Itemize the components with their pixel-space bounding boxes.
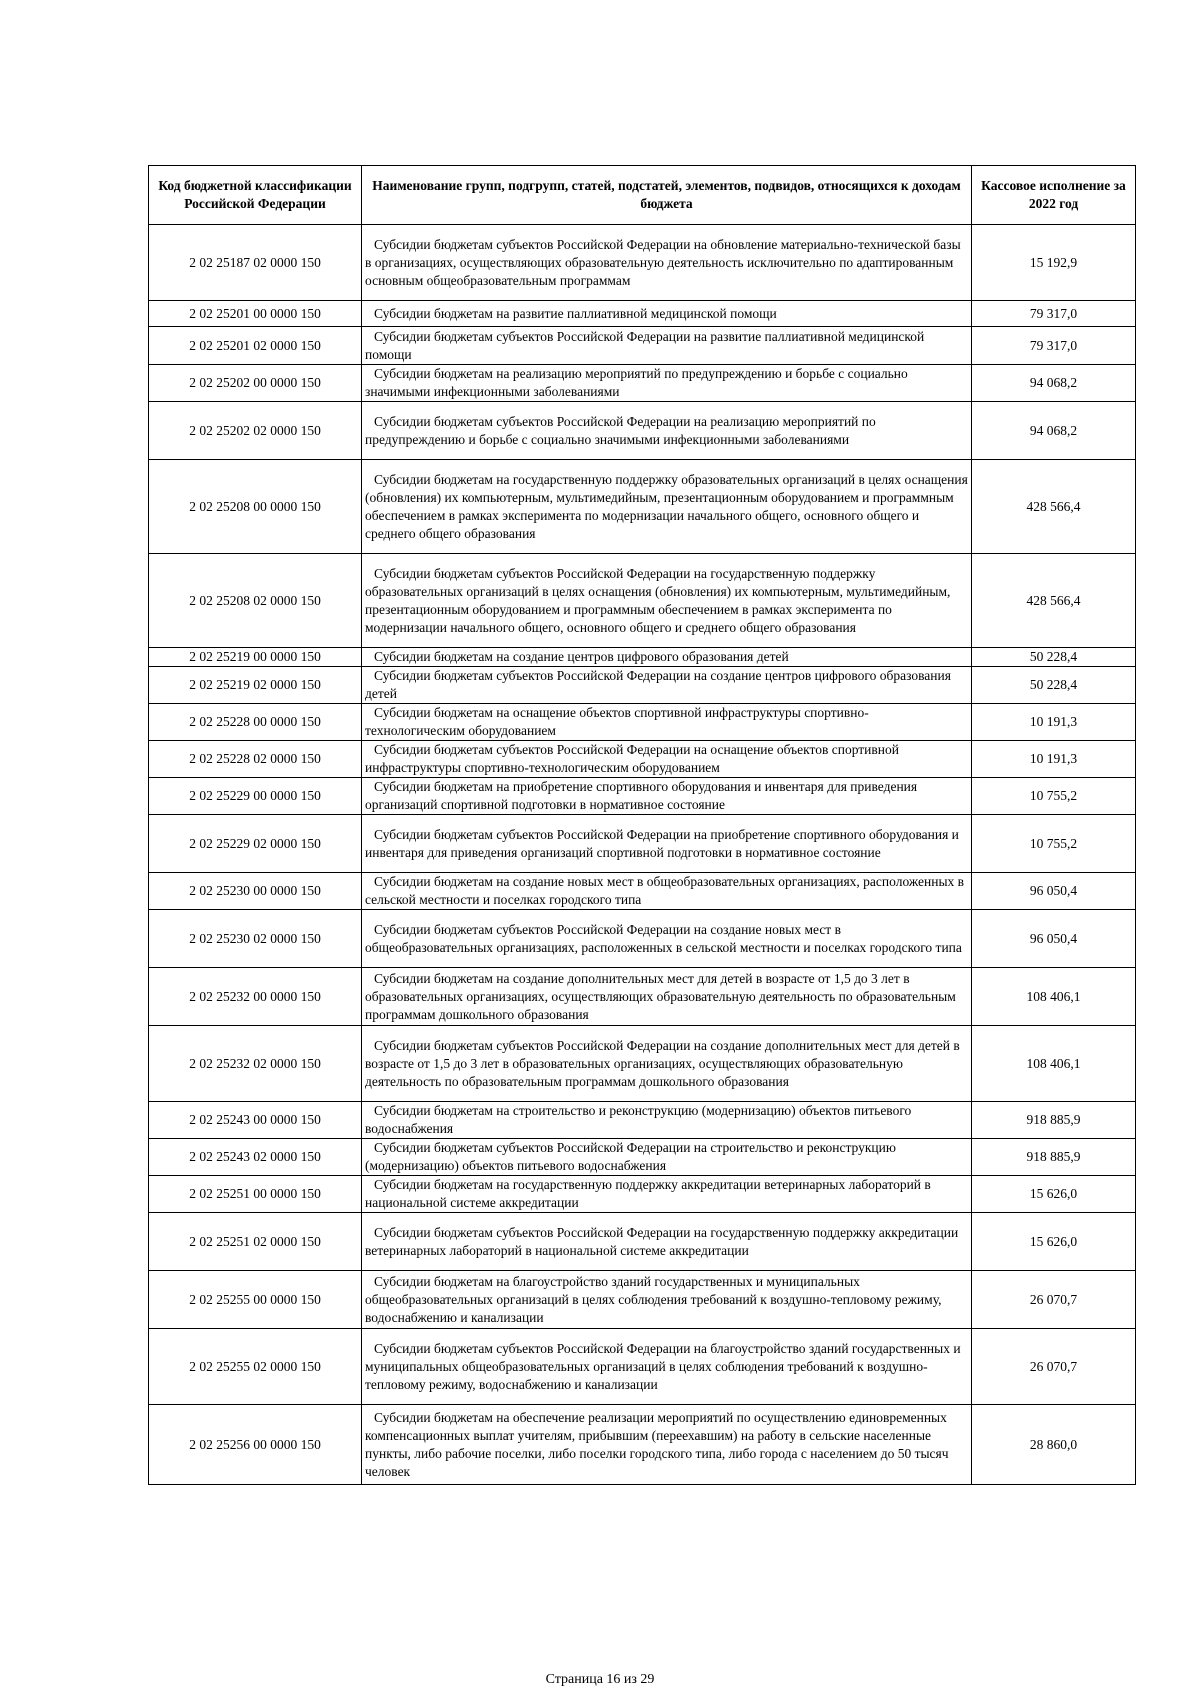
row-name: Субсидии бюджетам субъектов Российской Федерации на оснащение объектов спортивной инфраструктуры спортивно-технологическим оборудованием: [362, 741, 972, 778]
row-sum: 79 317,0: [972, 327, 1136, 365]
row-name: Субсидии бюджетам субъектов Российской Федерации на создание новых мест в общеобразовательных организациях, расположенных в сельской местности и поселках городского типа: [362, 910, 972, 968]
row-sum: 10 755,2: [972, 778, 1136, 815]
row-code: 2 02 25228 00 0000 150: [149, 704, 362, 741]
budget-revenue-table: [148, 165, 1136, 1485]
row-name: Субсидии бюджетам на создание дополнительных мест для детей в возрасте от 1,5 до 3 лет в образовательных организациях, осуществляющих образовательную деятельность по образовательным программам дошкольного образования: [362, 968, 972, 1026]
row-name: Субсидии бюджетам на обеспечение реализации мероприятий по осуществлению единовременных компенсационных выплат учителям, прибывшим (переехавшим) на работу в сельские населенные пункты, либо рабочие поселки, либо поселки городского типа, либо города с населением до 50 тысяч человек: [362, 1405, 972, 1485]
row-code: 2 02 25201 02 0000 150: [149, 327, 362, 365]
header-sum: Кассовое исполнение за 2022 год: [972, 166, 1136, 225]
row-sum: 15 626,0: [972, 1176, 1136, 1213]
row-name: Субсидии бюджетам на благоустройство зданий государственных и муниципальных общеобразовательных организаций в целях соблюдения требований к воздушно-тепловому режиму, водоснабжению и канализации: [362, 1271, 972, 1329]
row-sum: 79 317,0: [972, 301, 1136, 327]
row-code: 2 02 25256 00 0000 150: [149, 1405, 362, 1485]
row-sum: 96 050,4: [972, 873, 1136, 910]
row-sum: 918 885,9: [972, 1139, 1136, 1176]
row-code: 2 02 25255 00 0000 150: [149, 1271, 362, 1329]
row-sum: 10 191,3: [972, 704, 1136, 741]
table-row: [149, 815, 1136, 873]
table-row: [149, 873, 1136, 910]
row-code: 2 02 25243 02 0000 150: [149, 1139, 362, 1176]
row-name: Субсидии бюджетам субъектов Российской Федерации на государственную поддержку аккредитации ветеринарных лабораторий в национальной системе аккредитации: [362, 1213, 972, 1271]
table-row: [149, 301, 1136, 327]
row-name: Субсидии бюджетам на государственную поддержку аккредитации ветеринарных лабораторий в национальной системе аккредитации: [362, 1176, 972, 1213]
row-name: Субсидии бюджетам субъектов Российской Федерации на строительство и реконструкцию (модернизацию) объектов питьевого водоснабжения: [362, 1139, 972, 1176]
row-code: 2 02 25219 02 0000 150: [149, 667, 362, 704]
row-code: 2 02 25243 00 0000 150: [149, 1102, 362, 1139]
row-code: 2 02 25232 00 0000 150: [149, 968, 362, 1026]
header-name: Наименование групп, подгрупп, статей, подстатей, элементов, подвидов, относящихся к доходам бюджета: [362, 166, 972, 225]
row-code: 2 02 25201 00 0000 150: [149, 301, 362, 327]
table-header-row: [149, 166, 1136, 225]
row-name: Субсидии бюджетам на строительство и реконструкцию (модернизацию) объектов питьевого водоснабжения: [362, 1102, 972, 1139]
row-name: Субсидии бюджетам субъектов Российской Федерации на обновление материально-технической базы в организациях, осуществляющих образовательную деятельность исключительно по адаптированным основным общеобразовательным программам: [362, 225, 972, 301]
row-name: Субсидии бюджетам на приобретение спортивного оборудования и инвентаря для приведения организаций спортивной подготовки в нормативное состояние: [362, 778, 972, 815]
row-code: 2 02 25187 02 0000 150: [149, 225, 362, 301]
table-row: [149, 968, 1136, 1026]
table-row: [149, 1405, 1136, 1485]
table-row: [149, 1271, 1136, 1329]
table-row: [149, 554, 1136, 648]
table-row: [149, 1213, 1136, 1271]
row-sum: 94 068,2: [972, 402, 1136, 460]
table-row: [149, 365, 1136, 402]
row-name: Субсидии бюджетам субъектов Российской Федерации на развитие паллиативной медицинской помощи: [362, 327, 972, 365]
row-code: 2 02 25251 02 0000 150: [149, 1213, 362, 1271]
row-code: 2 02 25232 02 0000 150: [149, 1026, 362, 1102]
row-code: 2 02 25219 00 0000 150: [149, 648, 362, 667]
row-sum: 15 192,9: [972, 225, 1136, 301]
table-row: [149, 741, 1136, 778]
row-sum: 10 191,3: [972, 741, 1136, 778]
row-name: Субсидии бюджетам субъектов Российской Федерации на создание дополнительных мест для детей в возрасте от 1,5 до 3 лет в образовательных организациях, осуществляющих образовательную деятельность по образовательным программам дошкольного образования: [362, 1026, 972, 1102]
row-sum: 28 860,0: [972, 1405, 1136, 1485]
row-name: Субсидии бюджетам субъектов Российской Федерации на государственную поддержку образовательных организаций в целях оснащения (обновления) их компьютерным, мультимедийным, презентационным оборудованием и программным обеспечением в рамках эксперимента по модернизации начального общего, основного общего и среднего общего образования: [362, 554, 972, 648]
table-row: [149, 910, 1136, 968]
row-code: 2 02 25208 00 0000 150: [149, 460, 362, 554]
table-row: [149, 1102, 1136, 1139]
header-code: Код бюджетной классификации Российской Федерации: [149, 166, 362, 225]
table-row: [149, 1329, 1136, 1405]
row-code: 2 02 25208 02 0000 150: [149, 554, 362, 648]
row-name: Субсидии бюджетам на государственную поддержку образовательных организаций в целях оснащения (обновления) их компьютерным, мультимедийным, презентационным оборудованием и программным обеспечением в рамках эксперимента по модернизации начального общего, основного общего и среднего общего образования: [362, 460, 972, 554]
table-row: [149, 460, 1136, 554]
row-name: Субсидии бюджетам субъектов Российской Федерации на благоустройство зданий государственных и муниципальных общеобразовательных организаций в целях соблюдения требований к воздушно-тепловому режиму, водоснабжению и канализации: [362, 1329, 972, 1405]
table-row: [149, 327, 1136, 365]
row-sum: 94 068,2: [972, 365, 1136, 402]
row-sum: 10 755,2: [972, 815, 1136, 873]
row-code: 2 02 25251 00 0000 150: [149, 1176, 362, 1213]
row-sum: 15 626,0: [972, 1213, 1136, 1271]
table-row: [149, 225, 1136, 301]
row-sum: 50 228,4: [972, 648, 1136, 667]
row-code: 2 02 25229 00 0000 150: [149, 778, 362, 815]
row-name: Субсидии бюджетам на создание новых мест в общеобразовательных организациях, расположенных в сельской местности и поселках городского типа: [362, 873, 972, 910]
row-name: Субсидии бюджетам субъектов Российской Федерации на реализацию мероприятий по предупреждению и борьбе с социально значимыми инфекционными заболеваниями: [362, 402, 972, 460]
row-code: 2 02 25202 02 0000 150: [149, 402, 362, 460]
row-code: 2 02 25229 02 0000 150: [149, 815, 362, 873]
row-sum: 108 406,1: [972, 1026, 1136, 1102]
row-name: Субсидии бюджетам субъектов Российской Федерации на приобретение спортивного оборудования и инвентаря для приведения организаций спортивной подготовки в нормативное состояние: [362, 815, 972, 873]
table-row: [149, 1026, 1136, 1102]
row-sum: 26 070,7: [972, 1271, 1136, 1329]
table-row: [149, 704, 1136, 741]
row-name: Субсидии бюджетам на реализацию мероприятий по предупреждению и борьбе с социально значимыми инфекционными заболеваниями: [362, 365, 972, 402]
table-row: [149, 648, 1136, 667]
row-code: 2 02 25202 00 0000 150: [149, 365, 362, 402]
row-sum: 96 050,4: [972, 910, 1136, 968]
row-sum: 26 070,7: [972, 1329, 1136, 1405]
table-body: [149, 225, 1136, 1485]
row-sum: 428 566,4: [972, 554, 1136, 648]
row-name: Субсидии бюджетам субъектов Российской Федерации на создание центров цифрового образования детей: [362, 667, 972, 704]
row-code: 2 02 25255 02 0000 150: [149, 1329, 362, 1405]
row-sum: 918 885,9: [972, 1102, 1136, 1139]
row-sum: 108 406,1: [972, 968, 1136, 1026]
row-name: Субсидии бюджетам на развитие паллиативной медицинской помощи: [362, 301, 972, 327]
table-row: [149, 1139, 1136, 1176]
row-code: 2 02 25230 02 0000 150: [149, 910, 362, 968]
table-row: [149, 1176, 1136, 1213]
table-row: [149, 667, 1136, 704]
row-name: Субсидии бюджетам на создание центров цифрового образования детей: [362, 648, 972, 667]
table-row: [149, 402, 1136, 460]
row-name: Субсидии бюджетам на оснащение объектов спортивной инфраструктуры спортивно-технологическим оборудованием: [362, 704, 972, 741]
row-code: 2 02 25228 02 0000 150: [149, 741, 362, 778]
page-number: Страница 16 из 29: [545, 1672, 655, 1687]
row-sum: 428 566,4: [972, 460, 1136, 554]
row-code: 2 02 25230 00 0000 150: [149, 873, 362, 910]
row-sum: 50 228,4: [972, 667, 1136, 704]
table-row: [149, 778, 1136, 815]
